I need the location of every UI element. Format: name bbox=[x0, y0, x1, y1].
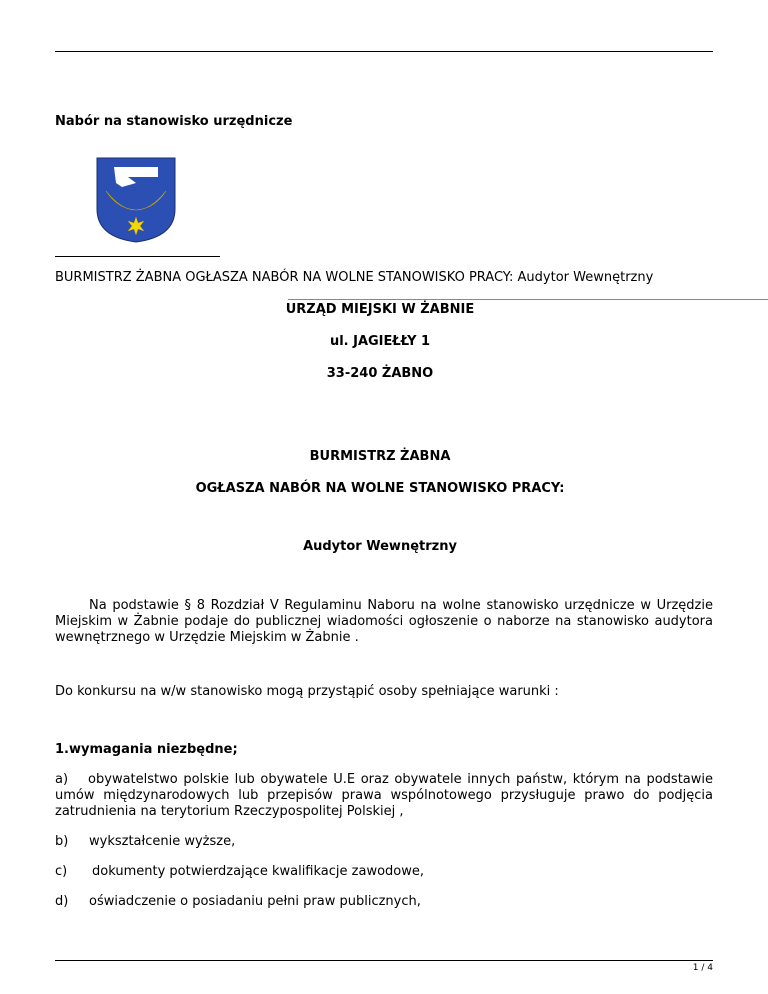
requirement-item bbox=[55, 772, 713, 820]
header-rule bbox=[55, 51, 713, 52]
requirement-letter: c) bbox=[55, 864, 68, 879]
requirement-text: dokumenty potwierdzające kwalifikacje zawodowe, bbox=[92, 864, 424, 879]
page-number: 1 / 4 bbox=[692, 963, 713, 973]
office-street: ul. JAGIEŁŁY 1 bbox=[329, 334, 431, 349]
footer-rule bbox=[55, 960, 713, 961]
requirement-letter: d) bbox=[55, 894, 69, 909]
requirement-text: obywatelstwo polskie lub obywatele U.E oraz obywatele innych państw, którym na podstawie umów międzynarodowych lub przepisów prawa wspólnotowego przysługuje prawo do podjęcia zatrudnienia na terytorium Rzeczypospolitej Polskiej , bbox=[55, 772, 713, 819]
announcement-line2: OGŁASZA NABÓR NA WOLNE STANOWISKO PRACY: bbox=[195, 481, 565, 496]
conditions-intro: Do konkursu na w/w stanowisko mogą przystąpić osoby spełniające warunki : bbox=[55, 684, 559, 699]
section-title: 1.wymagania niezbędne; bbox=[55, 742, 238, 757]
requirement-item bbox=[55, 834, 235, 850]
requirement-text: oświadczenie o posiadaniu pełni praw publicznych, bbox=[89, 894, 421, 909]
office-name: URZĄD MIEJSKI W ŻABNIE bbox=[285, 302, 475, 317]
subtitle-divider bbox=[288, 299, 768, 300]
office-city: 33-240 ŻABNO bbox=[326, 366, 434, 381]
requirement-item bbox=[55, 864, 424, 880]
page-heading: Nabór na stanowisko urzędnicze bbox=[55, 114, 293, 129]
position-title: Audytor Wewnętrzny bbox=[303, 539, 457, 554]
requirement-text: wykształcenie wyższe, bbox=[89, 834, 236, 849]
requirement-letter: b) bbox=[55, 834, 69, 849]
coat-of-arms-logo bbox=[96, 157, 176, 243]
announcement-subtitle: BURMISTRZ ŻABNA OGŁASZA NABÓR NA WOLNE STANOWISKO PRACY: Audytor Wewnętrzny bbox=[55, 270, 654, 285]
intro-paragraph: Na podstawie § 8 Rozdział V Regulaminu Naboru na wolne stanowisko urzędnicze w Urzędzie Miejskim w Żabnie podaje do publicznej wiadomości ogłoszenie o naborze na stanowisko audytora wewnętrznego w Urzędzie Miejskim w Żabnie . bbox=[55, 598, 713, 645]
requirement-item bbox=[55, 894, 421, 910]
logo-divider bbox=[55, 256, 220, 257]
requirement-letter: a) bbox=[55, 772, 69, 787]
announcement-line1: BURMISTRZ ŻABNA bbox=[309, 449, 451, 464]
